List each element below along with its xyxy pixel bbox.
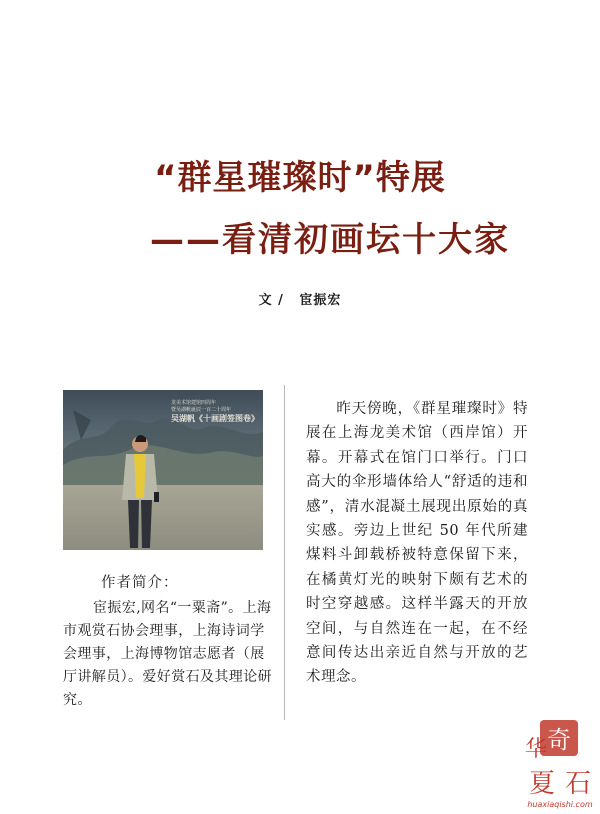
- poster-title: 吴湖帆《十画剧签图卷》: [171, 414, 259, 423]
- watermark-char: 夏: [528, 769, 556, 799]
- author-name: 宦振宏: [299, 293, 342, 308]
- body-paragraph: 昨天傍晚，《群星璀璨时》特展在上海龙美术馆（西岸馆）开幕。开幕式在馆门口举行。门口高大的伞形墙体给人“舒适的违和感”，清水混凝土展现出原始的真实感。旁边上世纪 50 年代所建煤料斗卸载桥被特意保留下来，在橘黄灯光的映射下颇有艺术的时空穿越感。这样半露天的开放空间，与自然连在一起，在不经意间传达出亲近自然与开放的艺术理念。: [306, 401, 528, 686]
- floor: [63, 485, 263, 550]
- byline-prefix: 文 /: [258, 293, 284, 308]
- watermark-logo: [520, 716, 600, 814]
- author-figure: [118, 430, 163, 550]
- watermark-url: huaxiaqishi.com: [527, 800, 593, 809]
- author-intro-heading: 作者简介：: [101, 575, 179, 591]
- exhibition-poster-text: [171, 400, 257, 424]
- watermark-char: 奇: [547, 726, 571, 754]
- author-intro-text: [63, 597, 273, 712]
- article-body: [306, 397, 528, 690]
- watermark-char: 石: [564, 769, 592, 799]
- author-intro-paragraph: 宦振宏,网名“一粟斋”。上海市观赏石协会理事，上海诗词学会理事，上海博物馆志愿者（展厅讲解员）。爱好赏石及其理论研究。: [63, 600, 272, 708]
- poster-line: 龙美术馆建馆四周年: [171, 400, 217, 406]
- watermark-char: 华: [524, 737, 548, 762]
- column-divider: [284, 385, 285, 720]
- article-title: “群星璀璨时”特展: [154, 158, 446, 198]
- article-subtitle: ——看清初画坛十大家: [150, 220, 510, 260]
- author-photo: [63, 390, 263, 550]
- poster-line: 暨吴湖帆诞辰一百二十周年: [171, 407, 232, 413]
- watermark-seal: [520, 716, 600, 800]
- byline: [0, 289, 600, 308]
